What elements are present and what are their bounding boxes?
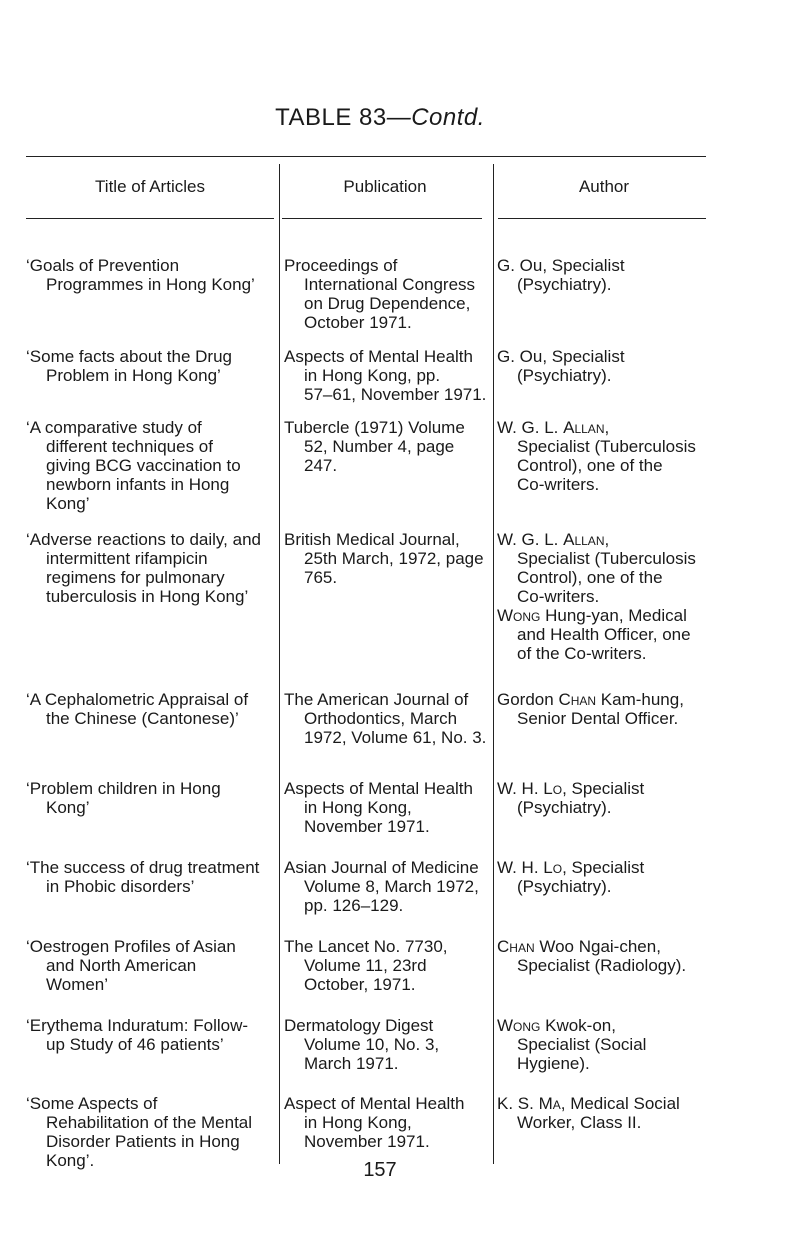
- column-divider-1: [279, 164, 280, 1164]
- author: W. H. Lo, Specialist (Psychiatry).: [497, 858, 787, 896]
- author: W. G. L. Allan, Specialist (Tuberculosis Control), one of the Co-writers. Wong Hung-yan, Medical and Health Officer, one of the Co-writers.: [497, 530, 787, 663]
- author-name: Chan Woo Ngai-chen,: [497, 937, 661, 956]
- page-title: TABLE 83—Contd.: [275, 104, 485, 131]
- article-title: ‘Adverse reactions to daily, and intermittent rifampicin regimens for pulmonary tuberculosis in Hong Kong’: [26, 530, 261, 606]
- article-title: ‘Oestrogen Profiles of Asian and North American Women’: [26, 937, 236, 994]
- author-name: W. G. L. Allan,: [497, 530, 610, 549]
- author: K. S. Ma, Medical Social Worker, Class II.: [497, 1094, 787, 1132]
- author: W. H. Lo, Specialist (Psychiatry).: [497, 779, 787, 817]
- author-name: Gordon Chan Kam-hung,: [497, 690, 684, 709]
- column-header-title: Title of Articles: [95, 177, 205, 196]
- author-name: W. G. L. Allan,: [497, 418, 610, 437]
- author: G. Ou, Specialist (Psychiatry).: [497, 347, 625, 385]
- column-header-author: Author: [578, 177, 630, 196]
- author-name: K. S. Ma, Medical Social: [497, 1094, 680, 1113]
- page-number: 157: [363, 1159, 397, 1181]
- author: Gordon Chan Kam-hung, Senior Dental Officer.: [497, 690, 787, 728]
- article-title: ‘Problem children in Hong Kong’: [26, 779, 221, 817]
- column-header-publication: Publication: [343, 177, 427, 196]
- publication: Aspects of Mental Health in Hong Kong, pp. 57–61, November 1971.: [284, 347, 487, 404]
- publication: Aspects of Mental Health in Hong Kong, November 1971.: [284, 779, 473, 836]
- article-title: ‘Goals of Prevention Programmes in Hong Kong’: [26, 256, 255, 294]
- article-title: ‘A Cephalometric Appraisal of the Chinese (Cantonese)’: [26, 690, 249, 728]
- publication: Asian Journal of Medicine Volume 8, March 1972, pp. 126–129.: [284, 858, 479, 915]
- publication: Tubercle (1971) Volume 52, Number 4, page 247.: [284, 418, 465, 475]
- article-title: ‘Erythema Induratum: Follow- up Study of 46 patients’: [26, 1016, 249, 1054]
- author-name: W. H. Lo, Specialist: [497, 858, 645, 877]
- article-title: ‘A comparative study of different techniques of giving BCG vaccination to newborn infants in Hong Kong’: [26, 418, 241, 513]
- publication: The American Journal of Orthodontics, March 1972, Volume 61, No. 3.: [284, 690, 487, 747]
- author-name: Wong Hung-yan, Medical: [497, 606, 687, 625]
- publication: The Lancet No. 7730, Volume 11, 23rd October, 1971.: [284, 937, 448, 994]
- publication: Dermatology Digest Volume 10, No. 3, March 1971.: [284, 1016, 440, 1073]
- author: Chan Woo Ngai-chen, Specialist (Radiology).: [497, 937, 787, 975]
- header-rule-right: [498, 218, 706, 219]
- author-name: Wong Kwok-on,: [497, 1016, 616, 1035]
- top-rule: [26, 156, 706, 157]
- author: G. Ou, Specialist (Psychiatry).: [497, 256, 625, 294]
- author: Wong Kwok-on, Specialist (Social Hygiene).: [497, 1016, 787, 1073]
- header-rule-left: [26, 218, 274, 219]
- author-name: W. H. Lo, Specialist: [497, 779, 645, 798]
- article-title: ‘Some Aspects of Rehabilitation of the Mental Disorder Patients in Hong Kong’.: [26, 1094, 253, 1170]
- author: W. G. L. Allan, Specialist (Tuberculosis Control), one of the Co-writers.: [497, 418, 787, 494]
- article-title: ‘The success of drug treatment in Phobic disorders’: [26, 858, 260, 896]
- publication: Aspect of Mental Health in Hong Kong, November 1971.: [284, 1094, 465, 1151]
- publication: British Medical Journal, 25th March, 1972, page 765.: [284, 530, 484, 587]
- article-title: ‘Some facts about the Drug Problem in Hong Kong’: [26, 347, 233, 385]
- header-rule-middle: [282, 218, 482, 219]
- publication: Proceedings of International Congress on Drug Dependence, October 1971.: [284, 256, 476, 332]
